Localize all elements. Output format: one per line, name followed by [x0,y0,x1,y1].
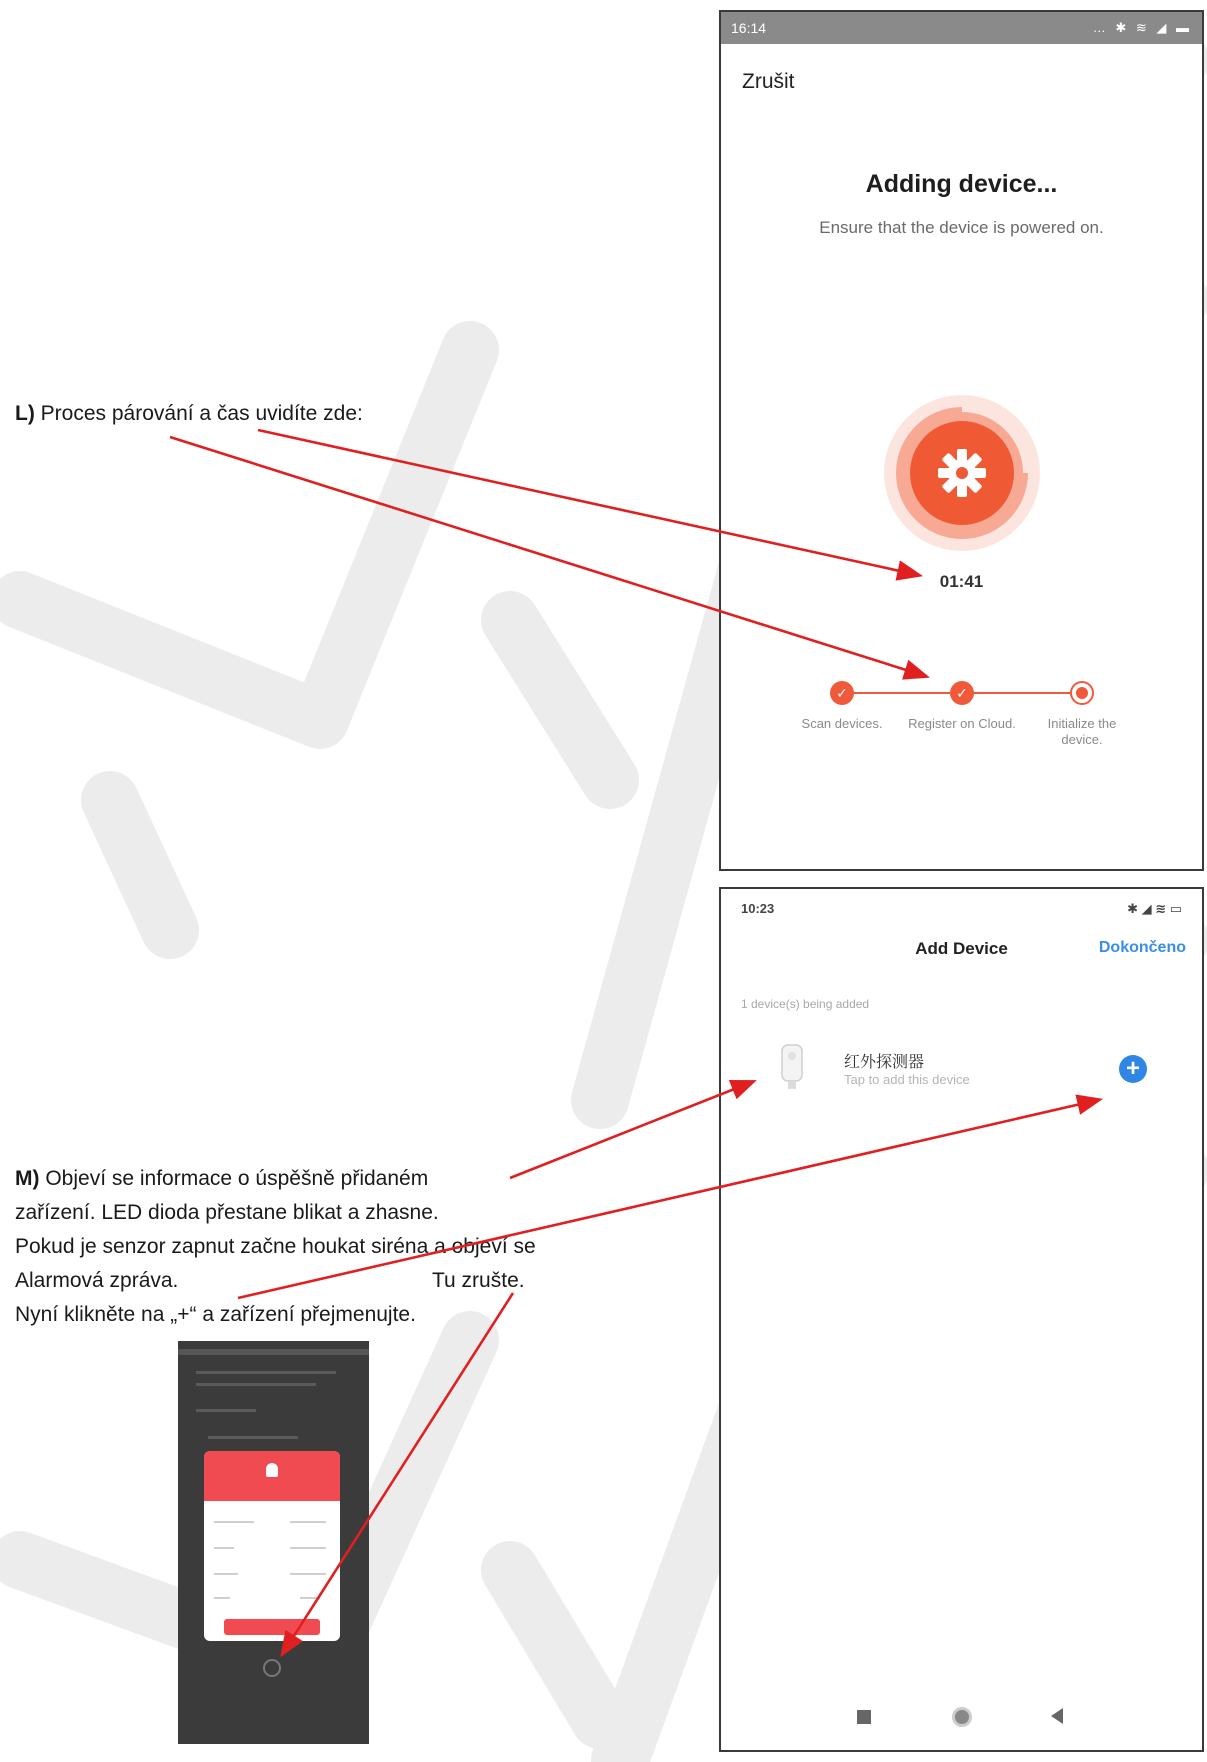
android-nav-bar [721,1702,1202,1732]
page-title: Add Device [915,939,1008,958]
status-bar [178,1349,369,1355]
dialog-row [290,1547,326,1549]
notification-line [196,1371,336,1374]
gear-icon [883,394,1041,552]
status-time: 16:14 [731,20,767,36]
bell-icon [266,1463,278,1477]
device-name: 红外探测器 [844,1054,925,1071]
notification-line [196,1383,316,1386]
notification-line [208,1436,298,1439]
phone-screenshot-adding-device [719,10,1204,871]
annotation-cancel-text: Tu zrušte. [432,1269,525,1292]
home-icon[interactable] [952,1707,972,1727]
cancel-button[interactable]: Zrušit [742,70,795,93]
annotation-line: Alarmová zpráva. [15,1269,179,1292]
pir-sensor-icon [779,1043,805,1091]
step-label: Scan devices. [801,716,883,731]
dialog-row [290,1573,326,1575]
device-list-item[interactable] [721,1039,1202,1109]
annotation-text: Objeví se informace o úspěšně přidaném [39,1167,429,1190]
annotation-line [15,1162,615,1196]
page-title: Adding device... [865,170,1058,198]
back-icon[interactable] [1051,1708,1063,1724]
status-time: 10:23 [741,901,775,916]
annotation-l [15,397,363,431]
device-hint: Tap to add this device [844,1072,970,1087]
annotation-m [15,1162,615,1332]
pairing-steps [721,672,1202,772]
status-bar [721,901,1202,923]
phone-screenshot-add-device [719,887,1204,1752]
status-bar [721,12,1202,44]
recents-icon[interactable] [857,1710,871,1724]
dialog-row [214,1521,254,1523]
devices-progress-text: 1 device(s) being added [741,997,870,1011]
dialog-row [214,1547,234,1549]
dialog-row [300,1597,320,1599]
annotation-line: Pokud je senzor zapnut začne houkat siréna a objeví se [15,1235,536,1258]
check-icon: ✓ [950,681,974,705]
annotation-line: zařízení. LED dioda přestane blikat a zhasne. [15,1201,439,1224]
dialog-row [214,1573,238,1575]
done-button[interactable]: Dokončeno [1098,939,1186,956]
step-label: Initialize the device. [1047,716,1117,747]
dialog-row [290,1521,326,1523]
plus-icon[interactable]: + [1119,1055,1147,1083]
step-label: Register on Cloud. [908,716,1016,731]
annotation-line: Nyní klikněte na „+“ a zařízení přejmenujte. [15,1303,416,1326]
status-icons: … ✱ ≋ ◢ ▬ [1092,20,1192,35]
page-subtitle: Ensure that the device is powered on. [819,218,1104,237]
annotation-text: Proces párování a čas uvidíte zde: [34,402,363,425]
alarm-dialog [204,1451,340,1641]
close-icon[interactable] [263,1659,281,1677]
check-icon: ✓ [830,681,854,705]
notification-line [196,1409,256,1412]
annotation-marker: L) [15,402,35,425]
alarm-dialog-header [204,1451,340,1501]
android-nav-bar [178,1744,369,1762]
annotation-marker: M) [15,1167,40,1190]
dialog-row [214,1597,230,1599]
pairing-timer: 01:41 [939,572,984,591]
step-active-icon [1070,681,1094,705]
status-icons: ✱ ◢ ≋ ▭ [1127,901,1182,916]
alarm-confirm-button[interactable] [224,1619,320,1635]
alarm-popup-screenshot [178,1341,369,1762]
